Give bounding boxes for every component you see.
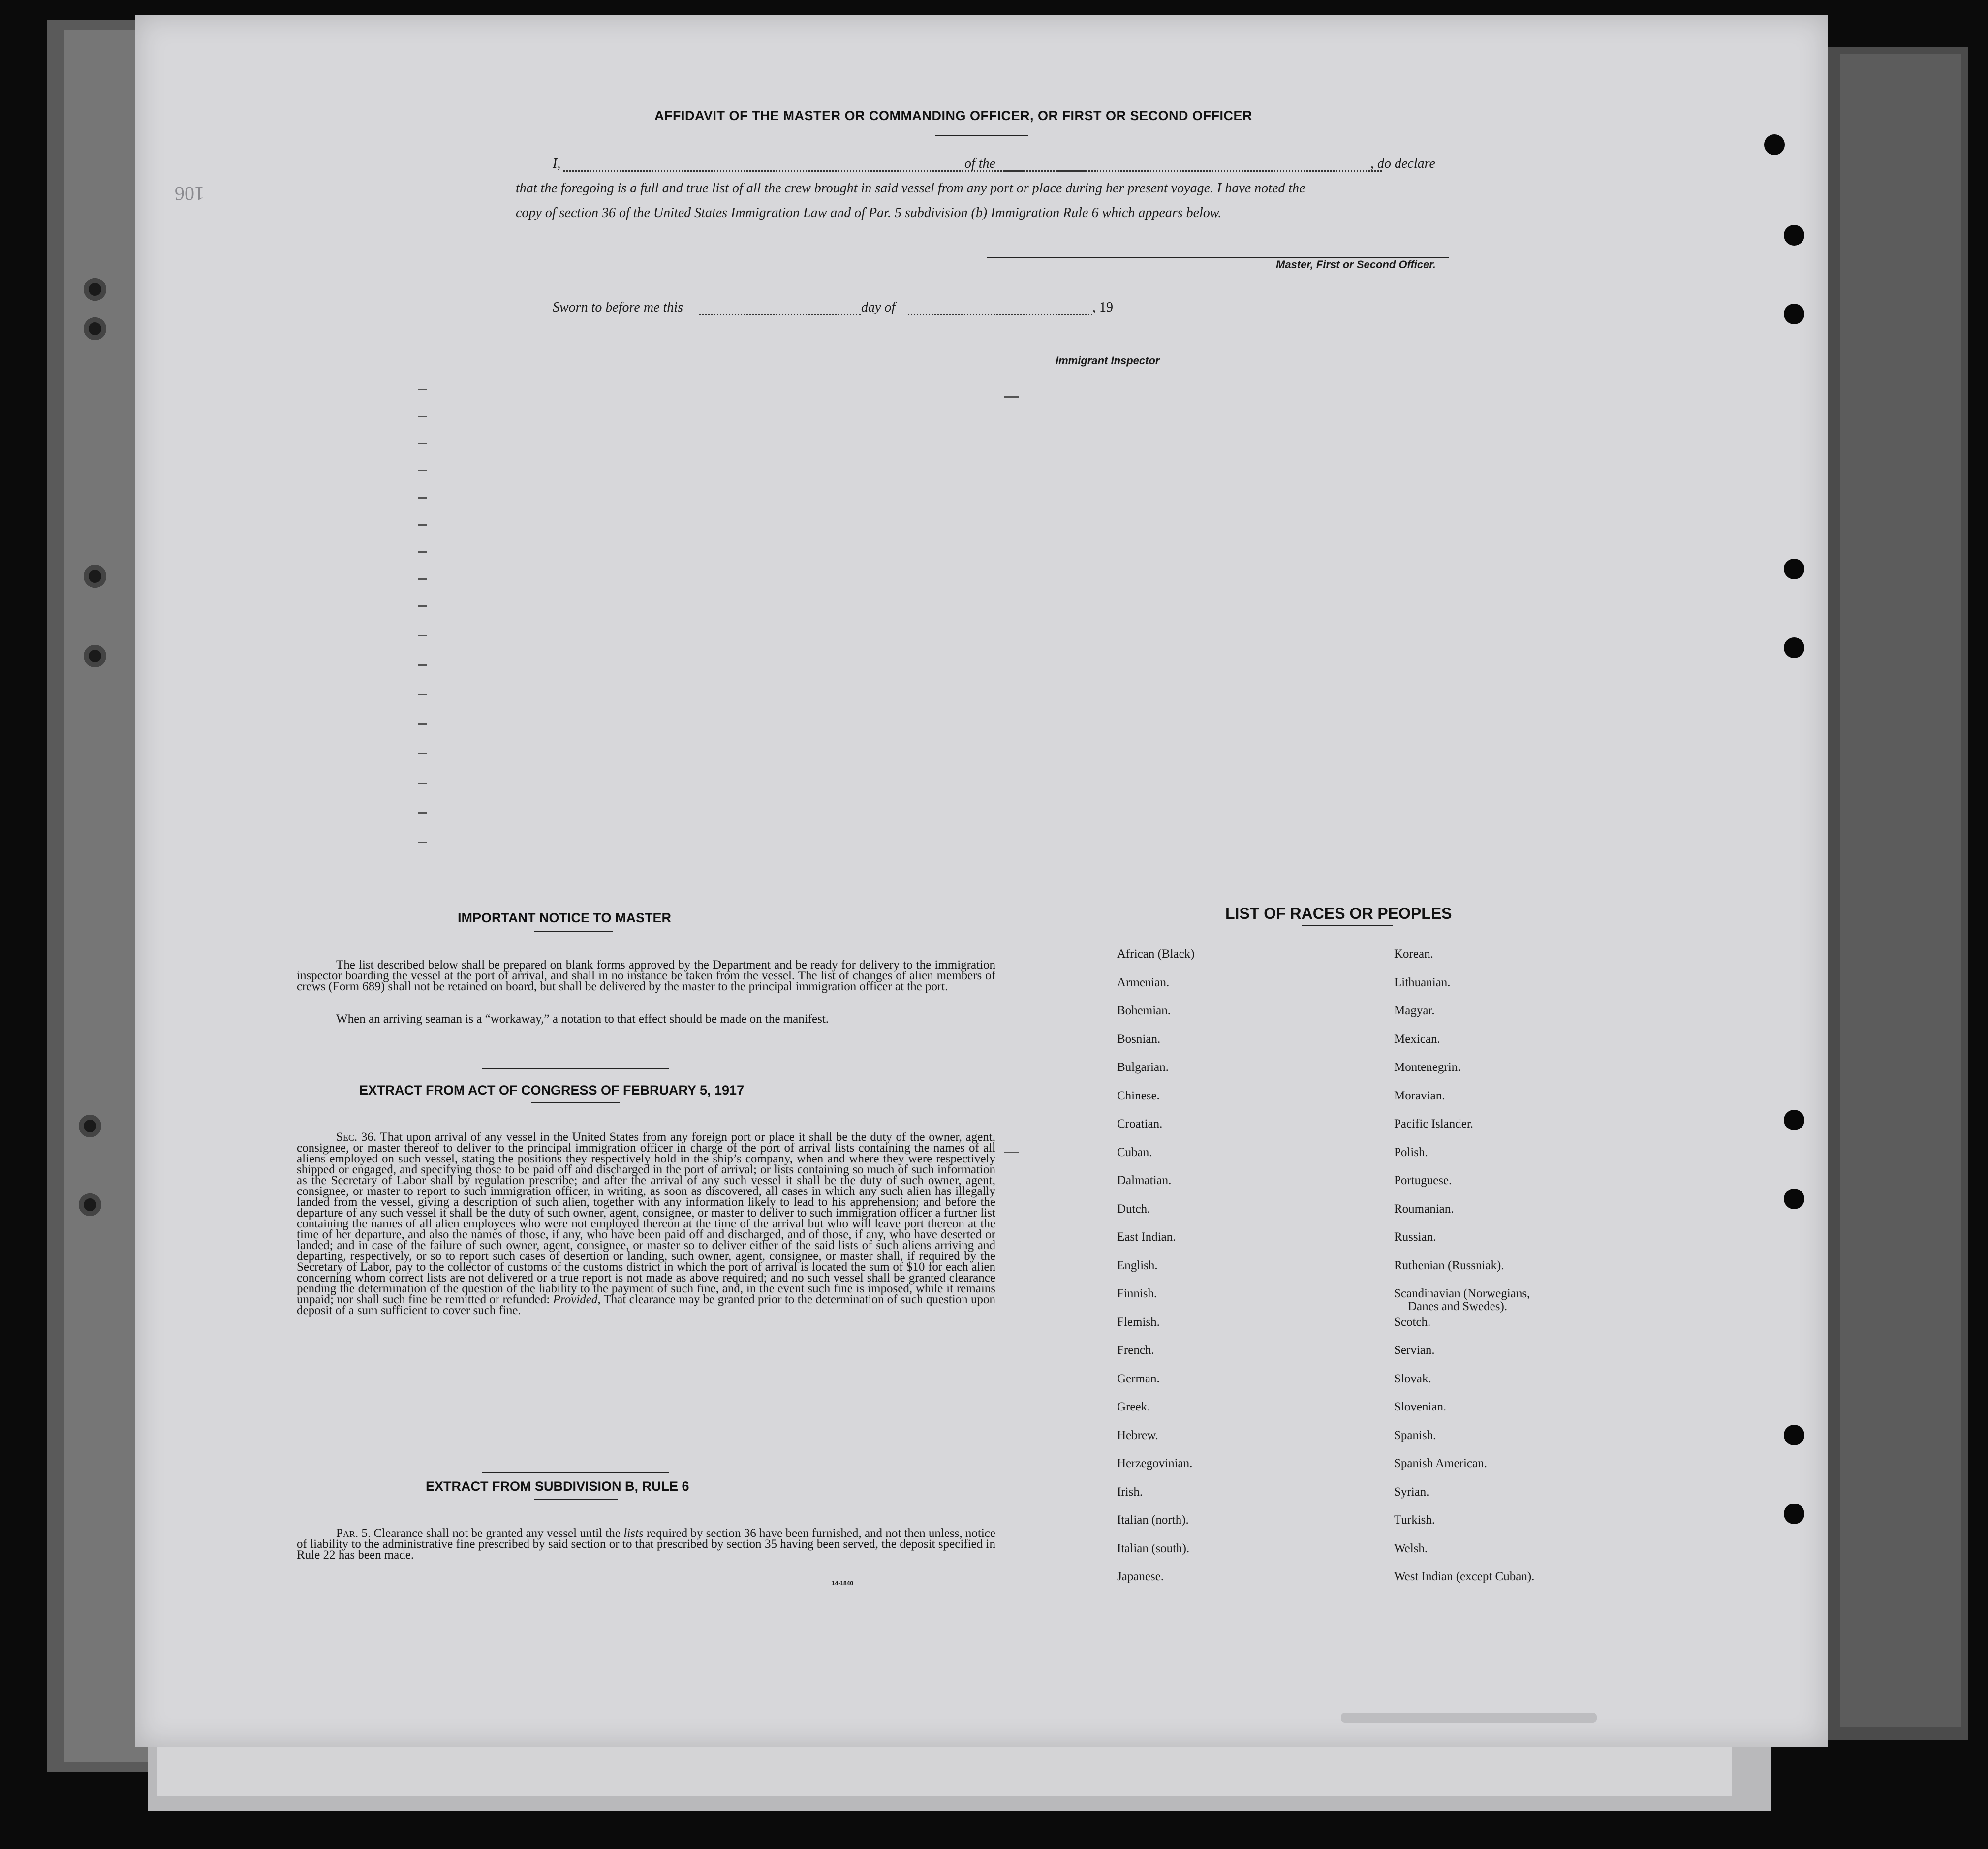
affidavit-line2: that the foregoing is a full and true list of all the crew brought in said vessel from any port or place during her present voyage. I have noted the [516, 181, 1305, 196]
notice-rule [534, 931, 613, 932]
race-item: Chinese. [1117, 1089, 1160, 1102]
title-rule [935, 135, 1028, 136]
race-item: Greek. [1117, 1400, 1150, 1413]
race-item: Irish. [1117, 1485, 1143, 1499]
section-label: Sec. 36. [336, 1130, 377, 1144]
par-body-a: Clearance shall not be granted any vessel until the [373, 1527, 621, 1540]
race-item: West Indian (except Cuban). [1394, 1570, 1535, 1583]
bleed-mark [418, 497, 427, 499]
race-item: Scandinavian (Norwegians, [1394, 1287, 1530, 1300]
bleed-mark [418, 443, 427, 444]
race-item: Lithuanian. [1394, 975, 1451, 989]
race-item: Finnish. [1117, 1287, 1157, 1300]
binder-hole [84, 317, 106, 340]
notice-paragraph-2: When an arriving seaman is a “workaway,” a notation to that effect should be made on the manifest. [336, 1012, 829, 1026]
race-item: Slovak. [1394, 1372, 1431, 1385]
bleed-mark [418, 605, 427, 607]
bleed-mark [418, 389, 427, 390]
race-item: Syrian. [1394, 1485, 1429, 1499]
extract-rule-rule [534, 1499, 618, 1500]
back-sheet-right-inner [1840, 54, 1961, 1727]
bleed-mark [418, 524, 427, 526]
race-item: Italian (north). [1117, 1513, 1189, 1527]
extract-act-body [297, 1132, 995, 1316]
bleed-mark [418, 470, 427, 471]
race-item: Roumanian. [1394, 1202, 1454, 1216]
binder-hole [1784, 225, 1804, 246]
bleed-mark [418, 723, 427, 725]
bleed-mark [418, 416, 427, 417]
race-item: German. [1117, 1372, 1160, 1385]
sworn-month-blank[interactable] [908, 314, 1092, 315]
bleed-mark [418, 551, 427, 553]
provided-label: Provided, [553, 1293, 601, 1306]
race-item: Slovenian. [1394, 1400, 1447, 1413]
binder-hole [1784, 559, 1804, 579]
bleed-mark [418, 635, 427, 636]
binder-hole [1784, 637, 1804, 658]
race-item: Magyar. [1394, 1004, 1435, 1017]
race-item: Cuban. [1117, 1145, 1152, 1159]
race-item: Pacific Islander. [1394, 1117, 1474, 1130]
par-label: Par. 5. [336, 1527, 371, 1540]
race-item: Dutch. [1117, 1202, 1150, 1216]
lists-word: lists [623, 1527, 644, 1540]
master-signature-label: Master, First or Second Officer. [1276, 258, 1436, 271]
race-item: Ruthenian (Russniak). [1394, 1258, 1504, 1272]
extract-rule-title: EXTRACT FROM SUBDIVISION B, RULE 6 [426, 1479, 689, 1494]
race-item: Servian. [1394, 1344, 1435, 1357]
bleed-mark [418, 664, 427, 666]
binder-hole [1784, 304, 1804, 324]
binder-hole [79, 1193, 101, 1216]
affidavit-declare: , do declare [1370, 156, 1435, 171]
inspector-label: Immigrant Inspector [1056, 354, 1160, 367]
race-item: Japanese. [1117, 1570, 1164, 1583]
sworn-day-blank[interactable] [699, 314, 861, 315]
binder-hole [1784, 1504, 1804, 1524]
race-item: Spanish American. [1394, 1457, 1487, 1470]
vessel-blank[interactable] [1005, 170, 1382, 172]
race-item: Russian. [1394, 1230, 1436, 1244]
bleed-mark [1004, 396, 1019, 398]
race-item: Spanish. [1394, 1428, 1436, 1442]
race-item: Hebrew. [1117, 1428, 1158, 1442]
sworn-year: , 19 [1092, 300, 1113, 315]
binder-hole [79, 1115, 101, 1137]
section-rule [482, 1068, 669, 1069]
bleed-mark [418, 578, 427, 580]
affidavit-of-the: of the [964, 156, 995, 171]
par-body-b: required by section 36 have been furnished, and not then unless, notice of liability to the administrative fine prescribed by said section or to that prescribed by section 35 having been served, the deposit specified in Rule 22 has been made. [297, 1527, 995, 1562]
extract-act-rule [531, 1102, 620, 1103]
race-item: Croatian. [1117, 1117, 1163, 1130]
races-rule [1302, 925, 1393, 926]
section-body: That upon arrival of any vessel in the United States from any foreign port or place it shall be the duty of the owner, agent, consignee, or master thereof to deliver to the principal immigration officer in charge of the port of arrival lists containing the names of all aliens employed on such vessel, stating the positions they respectively hold in the ship’s company, when and where they were respectively shipped or engaged, and specifying those to be paid off and discharged in the port of arrival; or lists containing so much of such information as the Secretary of Labor shall by regulation prescribe; and after the arrival of any such vessel it shall be the duty of such owner, agent, consignee, or master to report to such immigration officer, in writing, as soon as discovered, all cases in which any such alien has illegally landed from the vessel, giving a description of such alien, together with any information likely to lead to his apprehension; and before the departure of any such vessel it shall be the duty of such owner, agent, consignee, or master to deliver to such immigration officer a further list containing the names of all alien employees who were not employed thereon at the time of the arrival but who will leave port thereon at the time of her departure, and also the names of those, if any, who have been paid off and discharged, and of those, if any, who have deserted or landed; and in case of the failure of such owner, agent, consignee, or master so to deliver either of the said lists of such aliens arriving and departing, respectively, or so to report such cases of desertion or landing, such owner, agent, consignee, or master shall, if required by the Secretary of Labor, pay to the collector of customs of the customs district in which the port of arrival is located the sum of $10 for each alien concerning whom correct lists are not delivered or a true report is not made as above required; and no such vessel shall be granted clearance pending the determination of the question of the liability to the payment of such fine, and, in the event such fine is imposed, while it remains unpaid; nor shall such fine be remitted or refunded: [297, 1130, 995, 1306]
torn-edge [1341, 1713, 1597, 1723]
sworn-day-of: day of [861, 300, 896, 315]
race-item: Polish. [1394, 1145, 1428, 1159]
affidavit-i: I, [553, 156, 561, 171]
bleed-mark [418, 753, 427, 754]
form-page [135, 15, 1828, 1747]
race-item: French. [1117, 1344, 1154, 1357]
race-item: Montenegrin. [1394, 1061, 1461, 1074]
bleed-mark [418, 812, 427, 814]
sworn-prefix: Sworn to before me this [553, 300, 683, 315]
binder-hole [84, 645, 106, 667]
binder-hole [1784, 1189, 1804, 1209]
bleed-mark [418, 694, 427, 695]
race-item: East Indian. [1117, 1230, 1176, 1244]
race-item: Bohemian. [1117, 1004, 1171, 1017]
binder-hole [1784, 1110, 1804, 1130]
race-item: Moravian. [1394, 1089, 1445, 1102]
race-item: Scotch. [1394, 1315, 1431, 1329]
race-item: Dalmatian. [1117, 1174, 1172, 1187]
race-item: Armenian. [1117, 975, 1170, 989]
binder-hole [1784, 1425, 1804, 1445]
race-item: Flemish. [1117, 1315, 1160, 1329]
bleed-mark [418, 783, 427, 784]
race-item: Portuguese. [1394, 1174, 1452, 1187]
race-item: Korean. [1394, 947, 1433, 961]
notice-title: IMPORTANT NOTICE TO MASTER [458, 910, 671, 925]
race-item: Mexican. [1394, 1032, 1440, 1046]
race-item: Welsh. [1394, 1541, 1428, 1555]
form-number: 14-1840 [832, 1580, 854, 1587]
race-item: Bulgarian. [1117, 1061, 1169, 1074]
race-item: Danes and Swedes). [1408, 1300, 1508, 1313]
binder-hole [84, 278, 106, 301]
binder-hole [1764, 134, 1785, 155]
race-item: African (Black) [1117, 947, 1195, 961]
bleed-mark [1004, 1152, 1019, 1153]
race-item: Italian (south). [1117, 1541, 1190, 1555]
binder-hole [84, 565, 106, 588]
race-item: Herzegovinian. [1117, 1457, 1193, 1470]
race-item: Bosnian. [1117, 1032, 1161, 1046]
affidavit-line3: copy of section 36 of the United States Immigration Law and of Par. 5 subdivision (b) Immigration Rule 6 which appears below. [516, 205, 1222, 220]
race-item: Turkish. [1394, 1513, 1435, 1527]
section-rule [482, 1472, 669, 1473]
extract-act-title: EXTRACT FROM ACT OF CONGRESS OF FEBRUARY 5, 1917 [359, 1083, 745, 1097]
race-item: English. [1117, 1258, 1158, 1272]
back-sheet-bottom-inner [157, 1742, 1732, 1796]
races-title: LIST OF RACES OR PEOPLES [1225, 905, 1452, 922]
affidavit-title: AFFIDAVIT OF THE MASTER OR COMMANDING OFFICER, OR FIRST OR SECOND OFFICER [654, 108, 1252, 123]
extract-rule-body [297, 1528, 995, 1561]
bleed-mark [418, 842, 427, 843]
margin-number: 106 [175, 183, 204, 205]
notice-paragraph-1: The list described below shall be prepared on blank forms approved by the Department and be ready for delivery to the immigration inspector boarding the vessel at the port of arrival, and shall in no instance be taken from the vessel. The list of changes of alien members of crews (Form 689) shall not be retained on board, but shall be delivered by the master to the principal immigration officer at the port. [297, 958, 995, 993]
section-body-end: That clearance may be granted prior to the determination of such question upon deposit of a sum sufficient to cover such fine. [297, 1293, 995, 1317]
